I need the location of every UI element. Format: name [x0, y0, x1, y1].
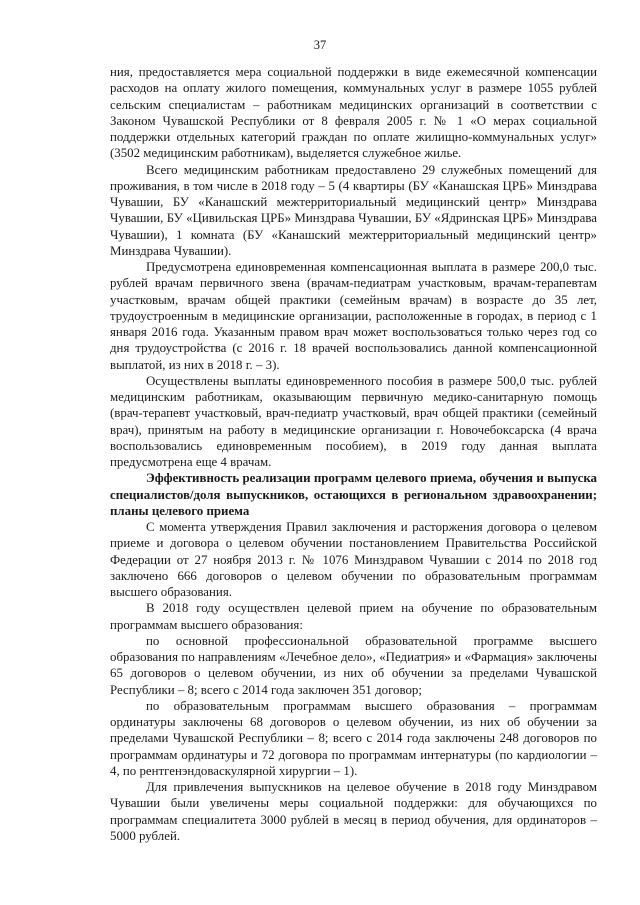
paragraph-one-time-allowance: Осуществлены выплаты единовременного пособия в размере 500,0 тыс. рублей медицинским работникам, оказывающим первичную медико-санитарную помощь (врач-терапевт участковый, врач-педиатр участковый, врач общей практики (семейный врач), принятым на работу в медицинские организации г. Новочебоксарска (4 врача воспользовались единовременным пособием), в 2019 году данная выплата предусмотрена еще 4 врачам. [110, 373, 597, 469]
list-item-specialty-programs: по основной профессиональной образовательной программе высшего образования по направлениям «Лечебное дело», «Педиатрия» и «Фармация» заключены 65 договоров о целевом обучении, из них об обучении за пределами Чувашской Республики – 8; всего с 2014 года заключен 351 договор; [110, 633, 597, 697]
paragraph-target-admission-2018: В 2018 году осуществлен целевой прием на обучение по образовательным программам высшего образования: [110, 601, 597, 632]
paragraph-compensation-payment: Предусмотрена единовременная компенсационная выплата в размере 200,0 тыс. рублей врачам первичного звена (врачам-педиатрам участковым, врачам-терапевтам участковым, врачам общей практики (семейным врачам) в возрасте до 35 лет, трудоустроенным в медицинские организации, расположенные в городах, в период с 1 января 2016 года. Указанным правом врач может воспользоваться только через год со дня трудоустройства (с 2016 г. 18 врачей воспользовались данной компенсационной выплатой, из них в 2018 г. – 3). [110, 260, 597, 372]
page-number: 37 [313, 38, 327, 52]
paragraph-service-housing: Всего медицинским работникам предоставлено 29 служебных помещений для проживания, в том числе в 2018 году – 5 (4 квартиры (БУ «Канашская ЦРБ» Минздрава Чувашии, БУ «Канашский межтерриториальный медицинский центр» Минздрава Чувашии, БУ «Цивильская ЦРБ» Минздрава Чувашии, БУ «Ядринская ЦРБ» Минздрава Чувашии), 1 комната (БУ «Канашский межтерриториальный медицинский центр» Минздрава Чувашии). [110, 162, 597, 258]
paragraph-continuation: ния, предоставляется мера социальной поддержки в виде ежемесячной компенсации расходов на оплату жилого помещения, коммунальных услуг в размере 1055 рублей сельским специалистам – работникам медицинских организаций в соответствии с Законом Чувашской Республики от 8 февраля 2005 г. № 1 «О мерах социальной поддержки отдельных категорий граждан по оплате жилищно-коммунальных услуг» (3502 медицинским работникам), выделяется служебное жилье. [110, 65, 597, 161]
paragraph-social-support: Для привлечения выпускников на целевое обучение в 2018 году Минздравом Чувашии были увеличены меры социальной поддержки: для обучающихся по программам специалитета 3000 рублей в месяц в период обучения, для ординаторов – 5000 рублей. [110, 780, 597, 843]
section-heading: Эффективность реализации программ целевого приема, обучения и выпуска специалистов/доля выпускников, остающихся в региональном здравоохранении; планы целевого приема [110, 471, 597, 518]
list-item-residency-programs: по образовательным программам высшего образования – программам ординатуры заключены 68 договоров о целевом обучении, из них об обучении за пределами Чувашской Республики – 8; всего с 2014 года заключены 248 договоров по программам ординатуры и 72 договора по программам интернатуры (по кардиологии – 4, по рентгенэндоваскулярной хирургии – 1). [110, 698, 597, 778]
paragraph-target-contracts: С момента утверждения Правил заключения и расторжения договора о целевом приеме и договора о целевом обучении постановлением Правительства Российской Федерации от 27 ноября 2013 г. № 1076 Минздравом Чувашии с 2014 по 2018 год заключено 666 договоров о целевом обучении по образовательным программам высшего образования. [110, 520, 597, 599]
document-body [110, 64, 597, 844]
